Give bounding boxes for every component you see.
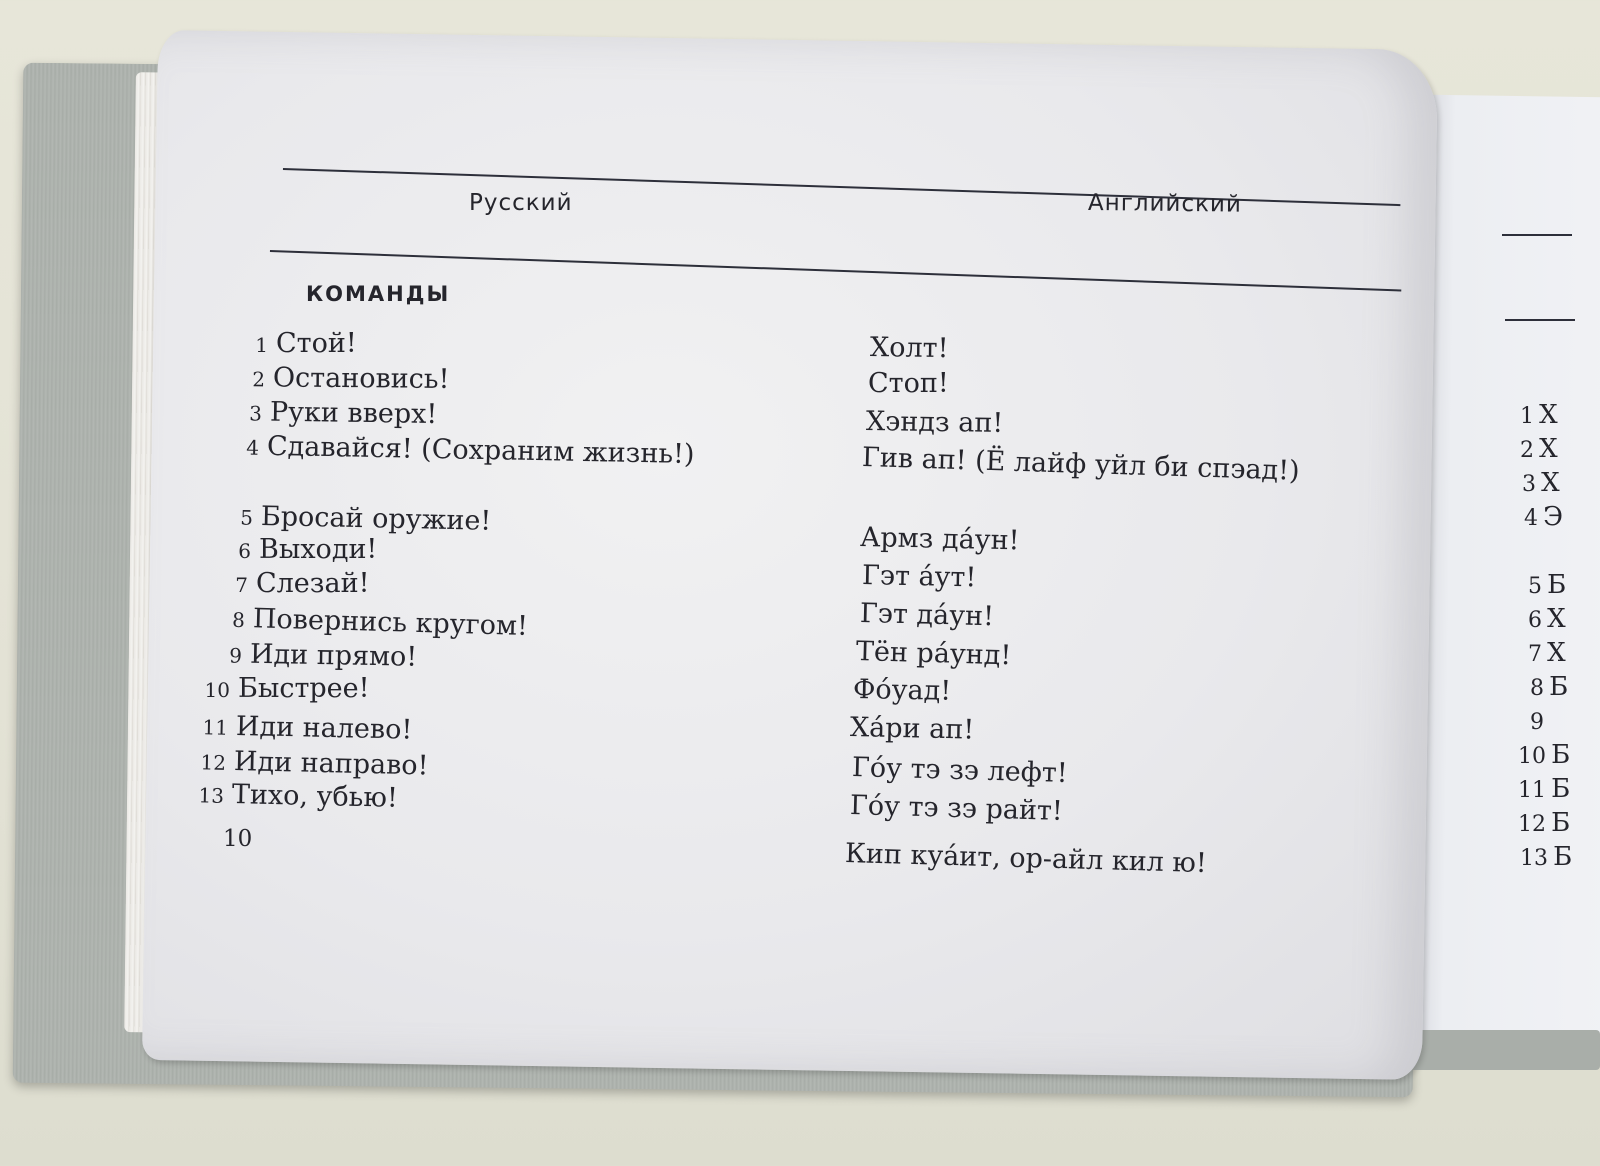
en-entry-1: Холт! [869,332,949,365]
adjacent-line-13: 13 Б [1520,842,1573,872]
adjacent-rule-1 [1502,234,1572,236]
entry-number: 2 [252,367,266,392]
en-entry-3: Хэндз ап! [865,406,1004,439]
page-number: 10 [223,826,253,852]
entry-number: 12 [200,750,227,775]
entry-number: 5 [239,505,254,530]
en-entry-4: Гив ап! (Ё лайф уйл би спэад!) [861,442,1301,487]
entry-number: 8 [231,607,246,633]
adjacent-line-8: 8 Б [1530,672,1569,702]
ru-text: Повернись кругом! [252,603,529,642]
ru-text: Быстрее! [238,673,370,704]
entry-number: 10 [204,678,230,702]
entry-number: 7 [235,573,248,597]
ru-entry-11 [190,710,413,746]
entry-number: 6 [238,539,251,563]
section-title: КОМАНДЫ [306,282,451,306]
en-entry-5: Армз да́ун! [859,522,1020,557]
ru-text: Руки вверх! [269,396,438,430]
en-entry-8: Тён ра́унд! [855,636,1012,672]
ru-text: Тихо, убью! [231,779,399,814]
ru-text: Иди прямо! [249,638,418,673]
en-entry-6: Гэт а́ут! [861,560,977,594]
ru-text: Стой! [276,328,357,359]
column-header-english: Английский [1087,190,1243,218]
entry-number: 1 [255,333,268,357]
ru-entry-2 [227,362,450,395]
adjacent-line-6: 6 Х [1528,604,1566,634]
adjacent-line-12: 12 Б [1518,808,1571,838]
column-header-russian: Русский [469,190,573,216]
en-entry-12: Го́у тэ зэ райт! [849,790,1064,827]
adjacent-line-5: 5 Б [1528,570,1567,600]
book-cover-right [1400,1030,1600,1070]
ru-text: Слезай! [256,568,370,599]
en-entry-13: Кип куа́ит, ор-айл кил ю! [844,838,1208,880]
adjacent-line-4: 4 Э [1524,502,1563,532]
ru-entry-12 [188,745,429,781]
adjacent-line-2: 2 Х [1520,434,1558,464]
adjacent-line-9: 9 [1530,710,1544,735]
ru-text: Иди налево! [235,710,413,746]
adjacent-rule-2 [1505,319,1575,321]
ru-entry-7 [210,568,369,599]
ru-text: Сдавайся! (Сохраним жизнь!) [266,430,695,471]
entry-number: 13 [198,783,225,808]
ru-text: Выходи! [259,534,378,565]
ru-entry-1 [230,328,357,359]
entry-number: 3 [249,401,263,426]
adjacent-line-3: 3 Х [1522,468,1560,498]
en-entry-10: Ха́ри ап! [849,712,975,746]
entry-number: 9 [229,643,243,668]
ru-entry-13 [186,778,399,814]
en-entry-11: Го́у тэ зэ лефт! [851,752,1069,790]
ru-entry-10 [192,673,369,704]
en-entry-9: Фо́уад! [852,674,952,707]
ru-entry-3 [224,396,438,430]
entry-number: 11 [202,715,229,740]
entry-number: 4 [246,435,260,460]
ru-text: Бросай оружие! [260,500,492,537]
ru-text: Остановись! [272,362,450,395]
ru-entry-9 [204,638,418,673]
en-entry-7: Гэт да́ун! [859,598,995,633]
ru-entry-5 [215,500,492,537]
ru-entry-6 [213,534,377,565]
adjacent-line-11: 11 Б [1518,774,1571,804]
adjacent-line-1: 1 Х [1520,400,1558,430]
adjacent-line-7: 7 Х [1528,638,1566,668]
ru-text: Иди направо! [233,746,429,782]
adjacent-line-10: 10 Б [1518,740,1571,770]
en-entry-2: Стоп! [868,368,949,399]
